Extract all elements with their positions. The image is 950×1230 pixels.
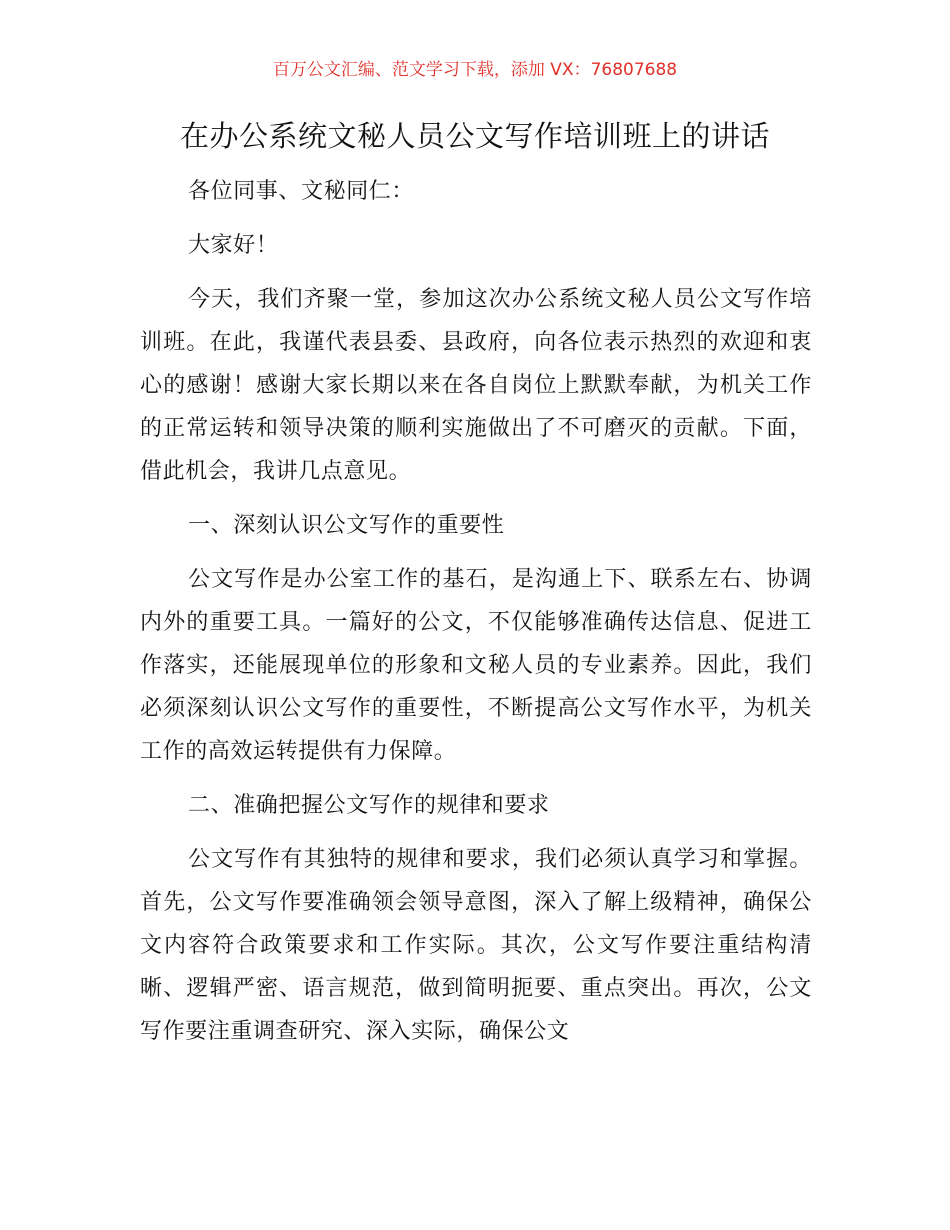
paragraph-intro: 今天，我们齐聚一堂，参加这次办公系统文秘人员公文写作培训班。在此，我谨代表县委、县政府，向各位表示热烈的欢迎和衷心的感谢！感谢大家长期以来在各自岗位上默默奉献，为机关工作的正常运转和领导决策的顺利实施做出了不可磨灭的贡献。下面，借此机会，我讲几点意见。: [140, 287, 812, 484]
section-heading-1: 一、深刻认识公文写作的重要性: [188, 513, 505, 538]
salutation: 各位同事、文秘同仁：: [188, 179, 415, 204]
document-title: 在办公系统文秘人员公文写作培训班上的讲话: [179, 119, 770, 153]
paragraph-section-1: 公文写作是办公室工作的基石，是沟通上下、联系左右、协调内外的重要工具。一篇好的公文，不仅能够准确传达信息、促进工作落实，还能展现单位的形象和文秘人员的专业素养。因此，我们必须深刻认识公文写作的重要性，不断提高公文写作水平，为机关工作的高效运转提供有力保障。: [140, 567, 812, 764]
section-heading-2: 二、准确把握公文写作的规律和要求: [188, 793, 550, 818]
watermark-banner: 百万公文汇编、范文学习下载，添加 VX：76807688: [272, 60, 678, 80]
paragraph-section-2: 公文写作有其独特的规律和要求，我们必须认真学习和掌握。首先，公文写作要准确领会领导意图，深入了解上级精神，确保公文内容符合政策要求和工作实际。其次，公文写作要注重结构清晰、逻辑严密、语言规范，做到简明扼要、重点突出。再次，公文写作要注重调查研究、深入实际，确保公文: [140, 847, 812, 1044]
document-body: [140, 170, 812, 1064]
greeting: 大家好！: [188, 233, 279, 258]
